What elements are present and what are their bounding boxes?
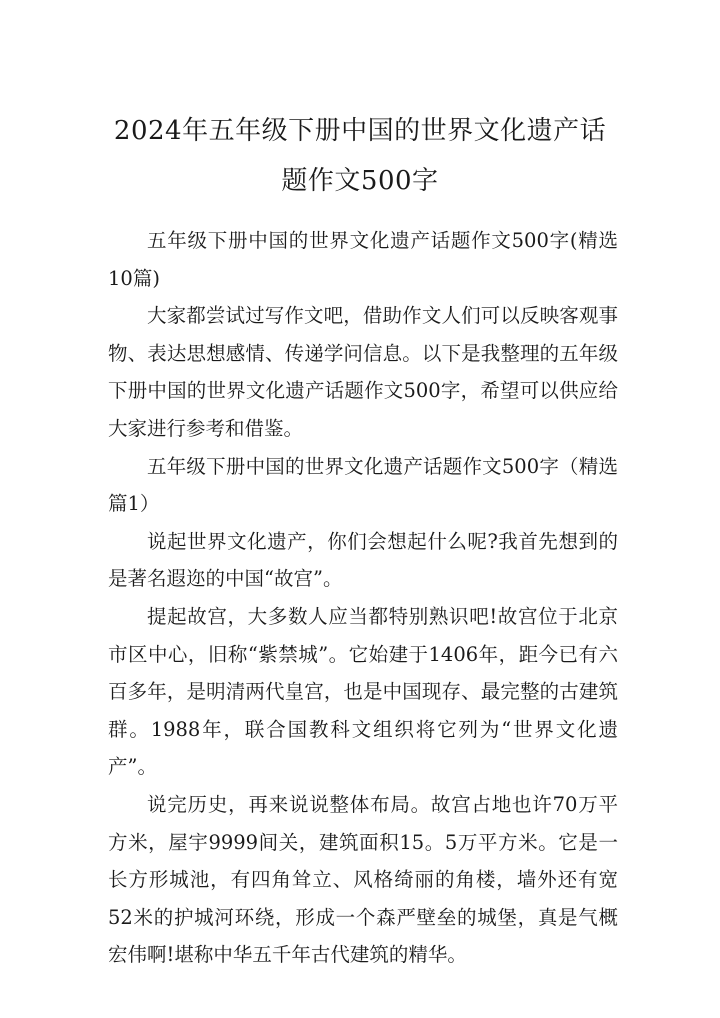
paragraph-body: 提起故宫，大多数人应当都特别熟识吧!故宫位于北京市区中心，旧称“紫禁城”。它始建于1406年，距今已有六百多年，是明清两代皇宫，也是中国现存、最完整的古建筑群。1988年，联合国教科文组织将它列为“世界文化遗产”。	[108, 604, 618, 779]
paragraph-intro: 大家都尝试过写作文吧，借助作文人们可以反映客观事物、表达思想感情、传递学问信息。以下是我整理的五年级下册中国的世界文化遗产话题作文500字，希望可以供应给大家进行参考和借鉴。	[108, 304, 618, 440]
paragraph-body: 说起世界文化遗产，你们会想起什么呢?我首先想到的是著名遐迩的中国“故宫”。	[108, 529, 618, 591]
paragraph-subtitle: 五年级下册中国的世界文化遗产话题作文500字(精选10篇)	[108, 229, 618, 290]
title-line-2: 题作文500字	[281, 166, 439, 196]
title-line-1: 2024年五年级下册中国的世界文化遗产话	[113, 116, 607, 146]
document-body	[108, 222, 618, 974]
document-title	[90, 106, 630, 206]
paragraph-body: 说完历史，再来说说整体布局。故宫占地也许70万平方米，屋宇9999间关，建筑面积15。5万平方米。它是一长方形城池，有四角耸立、风格绮丽的角楼，墙外还有宽52米的护城河环绕，形成一个森严壁垒的城堡，真是气概宏伟啊!堪称中华五千年古代建筑的精华。	[108, 792, 618, 967]
paragraph-section-heading: 五年级下册中国的世界文化遗产话题作文500字（精选篇1）	[108, 454, 618, 516]
